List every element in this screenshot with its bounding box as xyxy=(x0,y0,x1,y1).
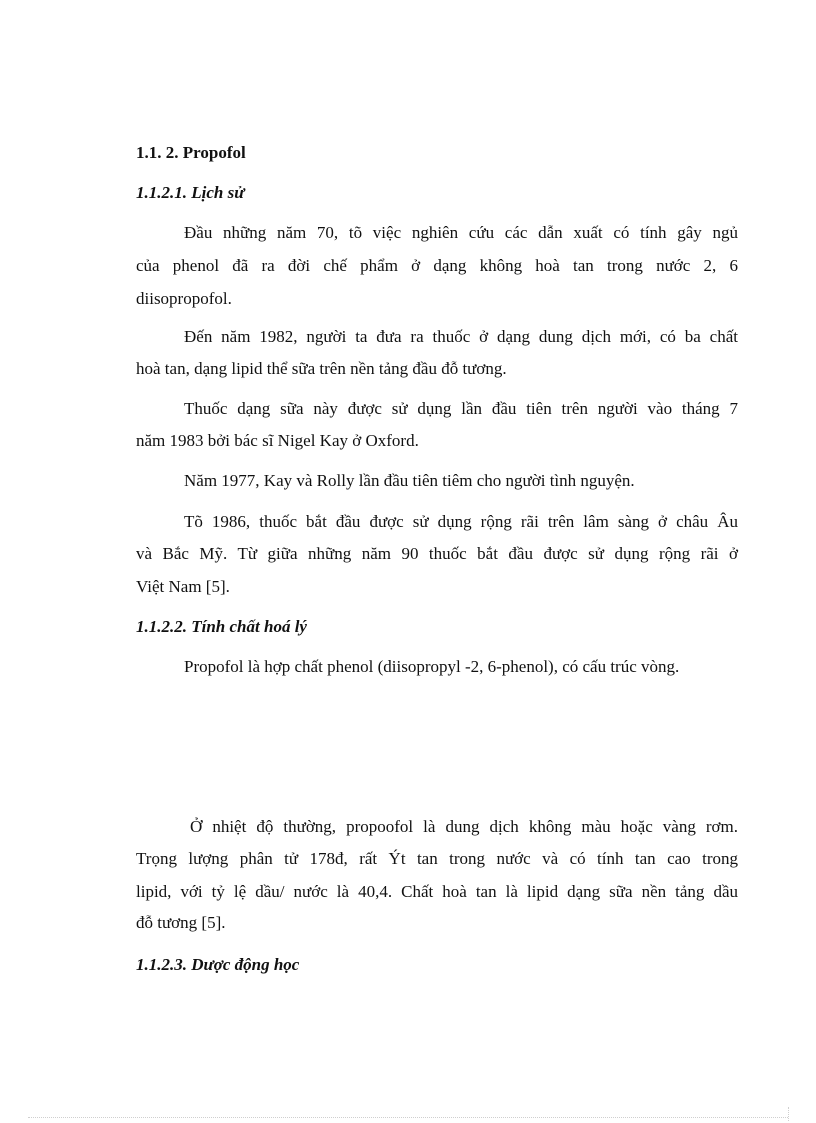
paragraph-line: và Bắc Mỹ. Từ giữa những năm 90 thuốc bắt đầu được sử dụng rộng rãi ở xyxy=(136,544,738,563)
paragraph-line: Việt Nam [5]. xyxy=(136,577,230,596)
paragraph-line: của phenol đã ra đời chế phẩm ở dạng không hoà tan trong nước 2, 6 xyxy=(136,256,738,275)
page-corner-mark xyxy=(788,1107,789,1121)
physchem-heading: 1.1.2.2. Tính chất hoá lý xyxy=(136,617,307,636)
paragraph-line: Thuốc dạng sữa này được sử dụng lần đầu tiên trên người vào tháng 7 xyxy=(184,399,738,418)
paragraph-line: Đầu những năm 70, tõ việc nghiên cứu các dẫn xuất có tính gây ngủ xyxy=(184,223,738,242)
paragraph-line: lipid, với tỷ lệ dầu/ nước là 40,4. Chất hoà tan là lipid dạng sữa nền tảng dầu xyxy=(136,882,738,901)
paragraph-line: diisopropofol. xyxy=(136,289,232,308)
paragraph-line: Năm 1977, Kay và Rolly lần đầu tiên tiêm cho người tình nguyện. xyxy=(184,471,635,490)
paragraph-line: Ở nhiệt độ thường, propoofol là dung dịch không màu hoặc vàng rơm. xyxy=(190,817,738,836)
paragraph-line: Đến năm 1982, người ta đưa ra thuốc ở dạng dung dịch mới, có ba chất xyxy=(184,327,738,346)
paragraph-line: đỗ tương [5]. xyxy=(136,913,226,932)
history-heading: 1.1.2.1. Lịch sử xyxy=(136,183,245,202)
pharmacokinetics-heading: 1.1.2.3. Dược động học xyxy=(136,955,300,974)
section-heading: 1.1. 2. Propofol xyxy=(136,143,246,162)
paragraph-line: năm 1983 bởi bác sĩ Nigel Kay ở Oxford. xyxy=(136,431,419,450)
page-bottom-border xyxy=(28,1117,788,1118)
paragraph-line: hoà tan, dạng lipid thể sữa trên nền tảng đầu đỗ tương. xyxy=(136,359,507,378)
paragraph-line: Tõ 1986, thuốc bắt đầu được sử dụng rộng rãi trên lâm sàng ở châu Âu xyxy=(184,512,738,531)
paragraph-line: Trọng lượng phân tử 178đ, rất Ýt tan trong nước và có tính tan cao trong xyxy=(136,849,738,868)
paragraph-line: Propofol là hợp chất phenol (diisopropyl -2, 6-phenol), có cấu trúc vòng. xyxy=(184,657,680,676)
